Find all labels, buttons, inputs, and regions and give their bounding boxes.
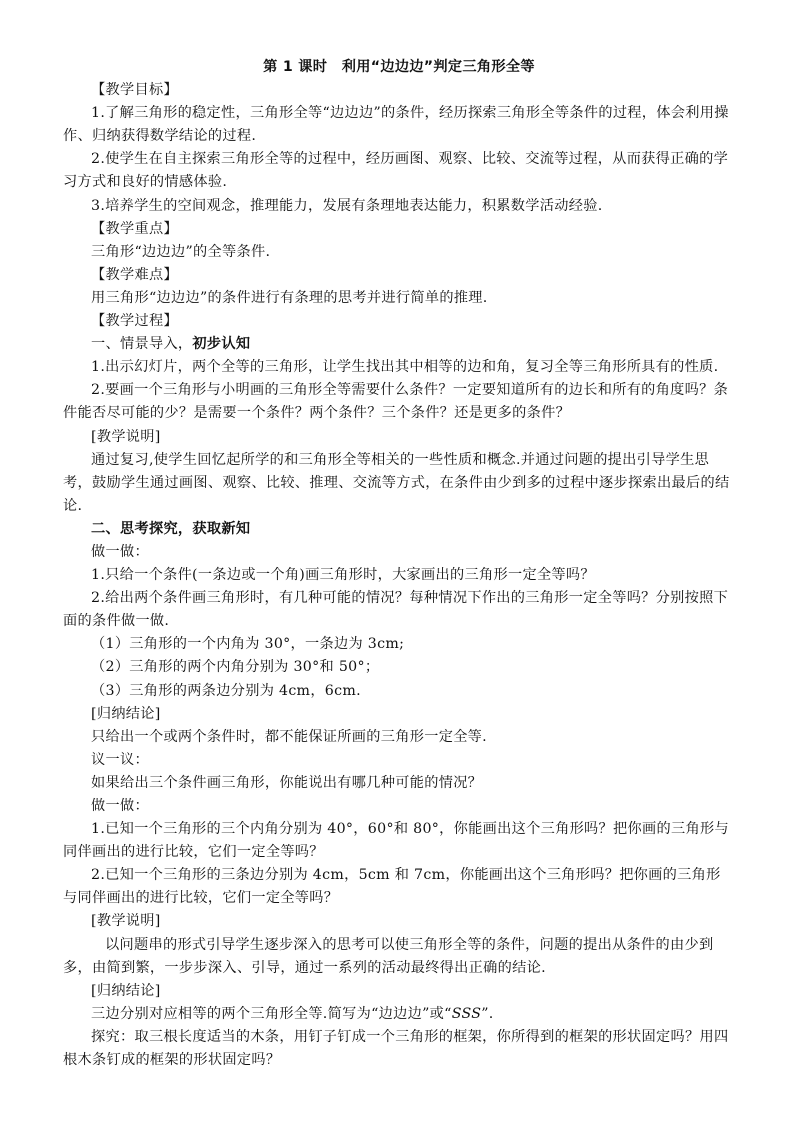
paragraph: 只给出一个或两个条件时，都不能保证所画的三角形一定全等.	[91, 728, 487, 745]
section-label-key-point: 【教学重点】	[91, 220, 178, 237]
section-label-objectives: 【教学目标】	[91, 82, 178, 99]
list-item: （2）三角形的两个内角分别为 30°和 50°；	[91, 659, 380, 676]
conclusion-label: [归纳结论]	[91, 705, 161, 722]
lesson-title: 第 1 课时 利用“边边边”判定三角形全等	[263, 59, 535, 75]
paragraph: 如果给出三个条件画三角形，你能说出有哪几种可能的情况？	[91, 774, 483, 791]
heading-1	[63, 333, 735, 356]
section-label-difficulty: 【教学难点】	[91, 266, 178, 283]
conclusion-label: [归纳结论]	[91, 982, 161, 999]
teaching-note-label: [教学说明]	[91, 913, 161, 930]
paragraph: 2.使学生在自主探索三角形全等的过程中，经历画图、观察、比较、交流等过程，从而获得正确的学习方式和良好的情感体验.	[63, 151, 729, 191]
list-item: （3）三角形的两条边分别为 4cm，6cm.	[91, 682, 361, 699]
list-item: （1）三角形的一个内角为 30°，一条边为 3cm;	[91, 636, 405, 653]
paragraph: 通过复习,使学生回忆起所学的和三角形全等相关的一些性质和概念.并通过问题的提出引导学生思考，鼓励学生通过画图、观察、比较、推理、交流等方式，在条件由少到多的过程中逐步探索出最后的结论.	[63, 451, 730, 514]
sss-abbreviation: SSS	[451, 1005, 482, 1022]
paragraph: 2.给出两个条件画三角形时，有几种可能的情况？每种情况下作出的三角形一定全等吗？分别按照下面的条件做一做.	[63, 590, 729, 630]
activity-label: 做一做：	[91, 798, 149, 814]
paragraph: 探究：取三根长度适当的木条，用钉子钉成一个三角形的框架，你所得到的框架的形状固定吗？用四根木条钉成的框架的形状固定吗？	[63, 1028, 729, 1069]
paragraph: 2.已知一个三角形的三条边分别为 4cm，5cm 和 7cm，你能画出这个三角形吗？把你画的三角形与同伴画出的进行比较，它们一定全等吗？	[63, 867, 721, 907]
conclusion-end: ”.	[481, 1005, 494, 1022]
paragraph: 1.只给一个条件(一条边或一个角)画三角形时，大家画出的三角形一定全等吗？	[91, 567, 595, 584]
heading-1-part-b: 初步认知	[192, 336, 251, 353]
paragraph: 2.要画一个三角形与小明画的三角形全等需要什么条件？一定要知道所有的边长和所有的角度吗？条件能否尽可能的少？是需要一个条件？两个条件？三个条件？还是更多的条件？	[63, 382, 729, 422]
heading-2: 二、思考探究，获取新知	[91, 520, 251, 537]
paragraph: 1.出示幻灯片，两个全等的三角形，让学生找出其中相等的边和角，复习全等三角形所具有的性质.	[91, 359, 719, 376]
discussion-label: 议一议：	[91, 751, 149, 768]
paragraph: 用三角形“边边边”的条件进行有条理的思考并进行简单的推理.	[91, 289, 488, 306]
section-label-process: 【教学过程】	[91, 313, 178, 330]
paragraph: 1.已知一个三角形的三个内角分别为 40°，60°和 80°，你能画出这个三角形吗？把你画的三角形与同伴画出的进行比较，它们一定全等吗？	[63, 821, 729, 861]
document-page	[63, 56, 735, 1072]
teaching-note-label: [教学说明]	[91, 428, 161, 445]
heading-1-part-a: 一、情景导入，	[91, 336, 193, 353]
paragraph: 以问题串的形式引导学生逐步深入的思考可以使三角形全等的条件，问题的提出从条件的由少到多，由简到繁，一步步深入、引导，通过一系列的活动最终得出正确的结论.	[63, 936, 714, 976]
paragraph: 1.了解三角形的稳定性，三角形全等“边边边”的条件，经历探索三角形全等条件的过程，体会利用操作、归纳获得数学结论的过程.	[63, 105, 729, 145]
paragraph: 三角形“边边边”的全等条件.	[91, 243, 271, 260]
conclusion-text: 三边分别对应相等的两个三角形全等.简写为“边边边”或“	[91, 1005, 452, 1022]
paragraph: 3.培养学生的空间观念，推理能力，发展有条理地表达能力，积累数学活动经验.	[91, 197, 603, 214]
activity-label: 做一做：	[91, 543, 149, 560]
paragraph	[63, 1003, 735, 1026]
